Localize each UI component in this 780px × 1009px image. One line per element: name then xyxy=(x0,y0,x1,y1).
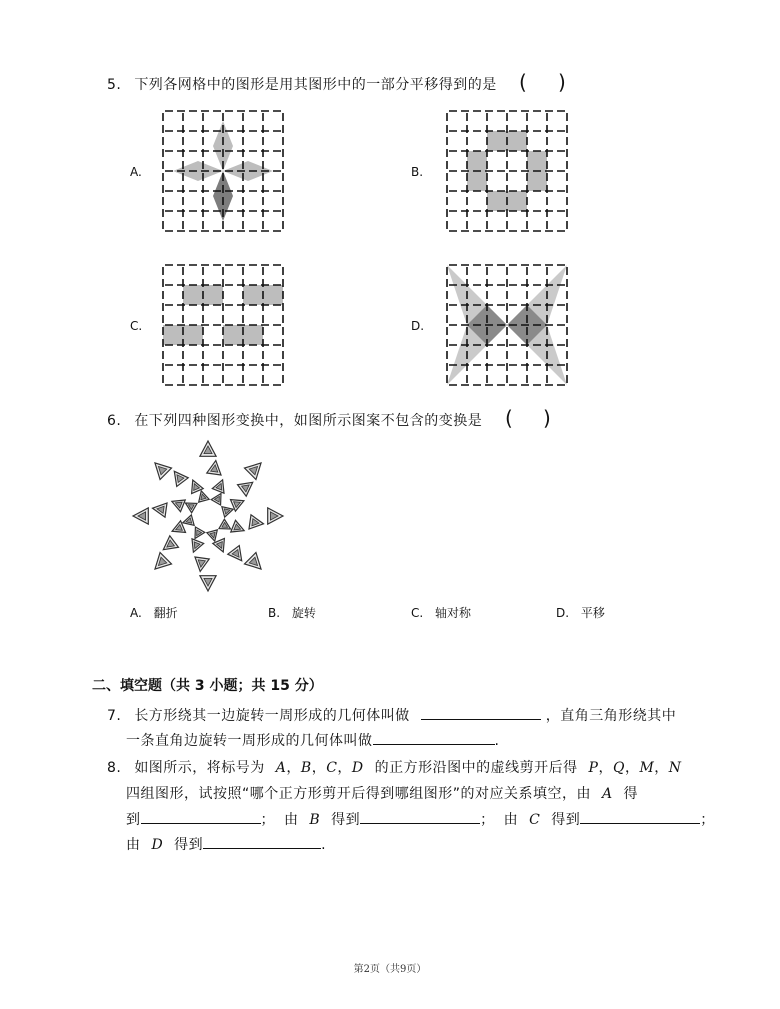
q7-end: . xyxy=(494,733,500,749)
pattern-triangle xyxy=(188,539,204,555)
q5-number: 5. xyxy=(107,77,122,93)
q6-option-a-label: A. xyxy=(130,606,142,620)
q7-blank-1[interactable] xyxy=(421,705,541,720)
q8-var-a: A xyxy=(275,760,287,776)
q8-var-c-2: C xyxy=(529,812,541,828)
pattern-triangle xyxy=(244,552,266,574)
q8-blank-c[interactable] xyxy=(580,809,700,824)
grid-a-figure xyxy=(163,111,283,231)
q6-option-b xyxy=(268,604,316,621)
q8-text-2: 四组图形，试按照“哪个正方形剪开后得到哪组图形”的对应关系填空，由 xyxy=(126,786,592,802)
q8-var-n: N xyxy=(668,760,682,776)
q8-semi-2: ； xyxy=(480,812,495,828)
section-2-title: 二、填空题（共 3 小题；共 15 分） xyxy=(92,678,323,694)
q7-text-2a: 一条直角边旋转一周形成的几何体叫做 xyxy=(126,733,373,749)
q8-var-c: C xyxy=(326,760,338,776)
pattern-triangle xyxy=(268,508,283,524)
q8-number: 8. xyxy=(107,760,122,776)
q5-paren-close: ) xyxy=(558,70,566,94)
q8-var-m: M xyxy=(639,760,655,776)
q6-number: 6. xyxy=(107,413,122,429)
grid-c-figure xyxy=(163,265,283,385)
q6-option-c-label: C. xyxy=(411,606,424,620)
q6-paren-open: ( xyxy=(505,406,513,430)
q8-semi-1: ； xyxy=(260,812,275,828)
q8-text-1a: 如图所示，将标号为 xyxy=(134,760,265,776)
q8-line-3 xyxy=(126,809,715,829)
pattern-triangle xyxy=(152,501,167,517)
q8-var-a-2: A xyxy=(601,786,613,802)
q8-comma-3: ， xyxy=(337,760,352,776)
grid-a-shapes xyxy=(173,121,273,221)
q8-dedao-d: 得到 xyxy=(174,837,204,853)
pattern-triangle xyxy=(133,508,148,524)
grid-b-figure xyxy=(447,111,567,231)
q6-option-a xyxy=(130,604,178,621)
q8-blank-d[interactable] xyxy=(203,834,321,849)
pattern-triangle xyxy=(228,546,248,566)
grid-b-lines xyxy=(447,111,567,231)
pattern-triangle xyxy=(249,515,264,531)
pattern-triangle xyxy=(169,496,185,512)
pattern-triangle xyxy=(149,552,171,574)
q5-line xyxy=(107,74,497,94)
q8-line-4 xyxy=(126,834,326,854)
pattern-triangle xyxy=(231,520,247,536)
q8-var-d: D xyxy=(351,760,364,776)
q7-line-2 xyxy=(126,730,499,750)
q8-semi-3: ； xyxy=(700,812,715,828)
q5-paren-open: ( xyxy=(519,70,527,94)
q8-var-b-2: B xyxy=(309,812,321,828)
q8-dao: 到 xyxy=(126,812,141,828)
q8-dedao-b: 得到 xyxy=(331,812,361,828)
q5-option-d-label: D. xyxy=(411,319,425,333)
q8-dedao-c: 得到 xyxy=(551,812,581,828)
pattern-triangle xyxy=(149,457,171,479)
q8-line-1 xyxy=(107,757,682,777)
q8-you-c: 由 xyxy=(503,812,519,828)
q8-var-b: B xyxy=(300,760,312,776)
q7-number: 7. xyxy=(107,708,122,724)
pattern-triangle xyxy=(238,477,258,497)
q8-text-1b: 的正方形沿图中的虚线剪开后得 xyxy=(374,760,578,776)
q6-option-d-text: 平移 xyxy=(580,606,605,620)
pattern-triangle xyxy=(159,536,179,556)
q5-option-a-label: A. xyxy=(130,165,142,179)
page-footer: 第2页（共9页） xyxy=(353,964,427,975)
q6-option-b-text: 旋转 xyxy=(291,606,316,620)
q5-text: 下列各网格中的图形是用其图形中的一部分平移得到的是 xyxy=(134,77,497,93)
pattern-triangle xyxy=(212,477,228,493)
pattern-triangle xyxy=(207,460,223,475)
pattern-triangle xyxy=(244,457,266,479)
q8-line-2 xyxy=(126,783,638,803)
q6-option-b-label: B. xyxy=(268,606,281,620)
rotation-pattern xyxy=(133,441,283,591)
q6-option-c xyxy=(411,604,471,621)
q8-comma-5: ， xyxy=(624,760,640,776)
q8-comma-4: ， xyxy=(598,760,613,776)
q5-option-c-label: C. xyxy=(130,319,143,333)
q8-var-d-2: D xyxy=(151,837,164,853)
q8-comma-1: ， xyxy=(286,760,301,776)
pattern-triangle xyxy=(200,441,216,456)
q8-blank-a[interactable] xyxy=(141,809,261,824)
grid-d-figure xyxy=(447,265,567,385)
q6-option-d xyxy=(556,604,605,621)
q6-option-d-label: D. xyxy=(556,606,570,620)
q6-line xyxy=(107,410,482,430)
q7-blank-2[interactable] xyxy=(373,730,495,745)
q6-text: 在下列四种图形变换中，如图所示图案不包含的变换是 xyxy=(134,413,483,429)
q8-you-d: 由 xyxy=(126,837,141,853)
q6-option-a-text: 翻折 xyxy=(153,606,178,620)
q8-comma-6: ， xyxy=(654,760,669,776)
q8-end: . xyxy=(321,837,327,853)
q8-var-p: P xyxy=(588,760,599,776)
q8-blank-b[interactable] xyxy=(360,809,480,824)
pattern-triangle xyxy=(169,467,189,487)
q7-line-1 xyxy=(107,705,676,725)
q8-var-q: Q xyxy=(612,760,625,776)
q5-option-b-label: B. xyxy=(411,165,424,179)
rotation-pattern-figure xyxy=(130,437,290,597)
q6-paren-close: ) xyxy=(543,406,551,430)
pattern-triangle xyxy=(193,557,209,572)
q8-comma-2: ， xyxy=(311,760,327,776)
pattern-triangle xyxy=(200,576,216,591)
q8-de: 得 xyxy=(623,786,639,802)
q6-option-c-text: 轴对称 xyxy=(435,606,472,620)
q7-text-1a: 长方形绕其一边旋转一周形成的几何体叫做 xyxy=(134,708,410,724)
q7-text-1b: ，直角三角形绕其中 xyxy=(545,708,677,724)
q8-you-b: 由 xyxy=(283,812,299,828)
